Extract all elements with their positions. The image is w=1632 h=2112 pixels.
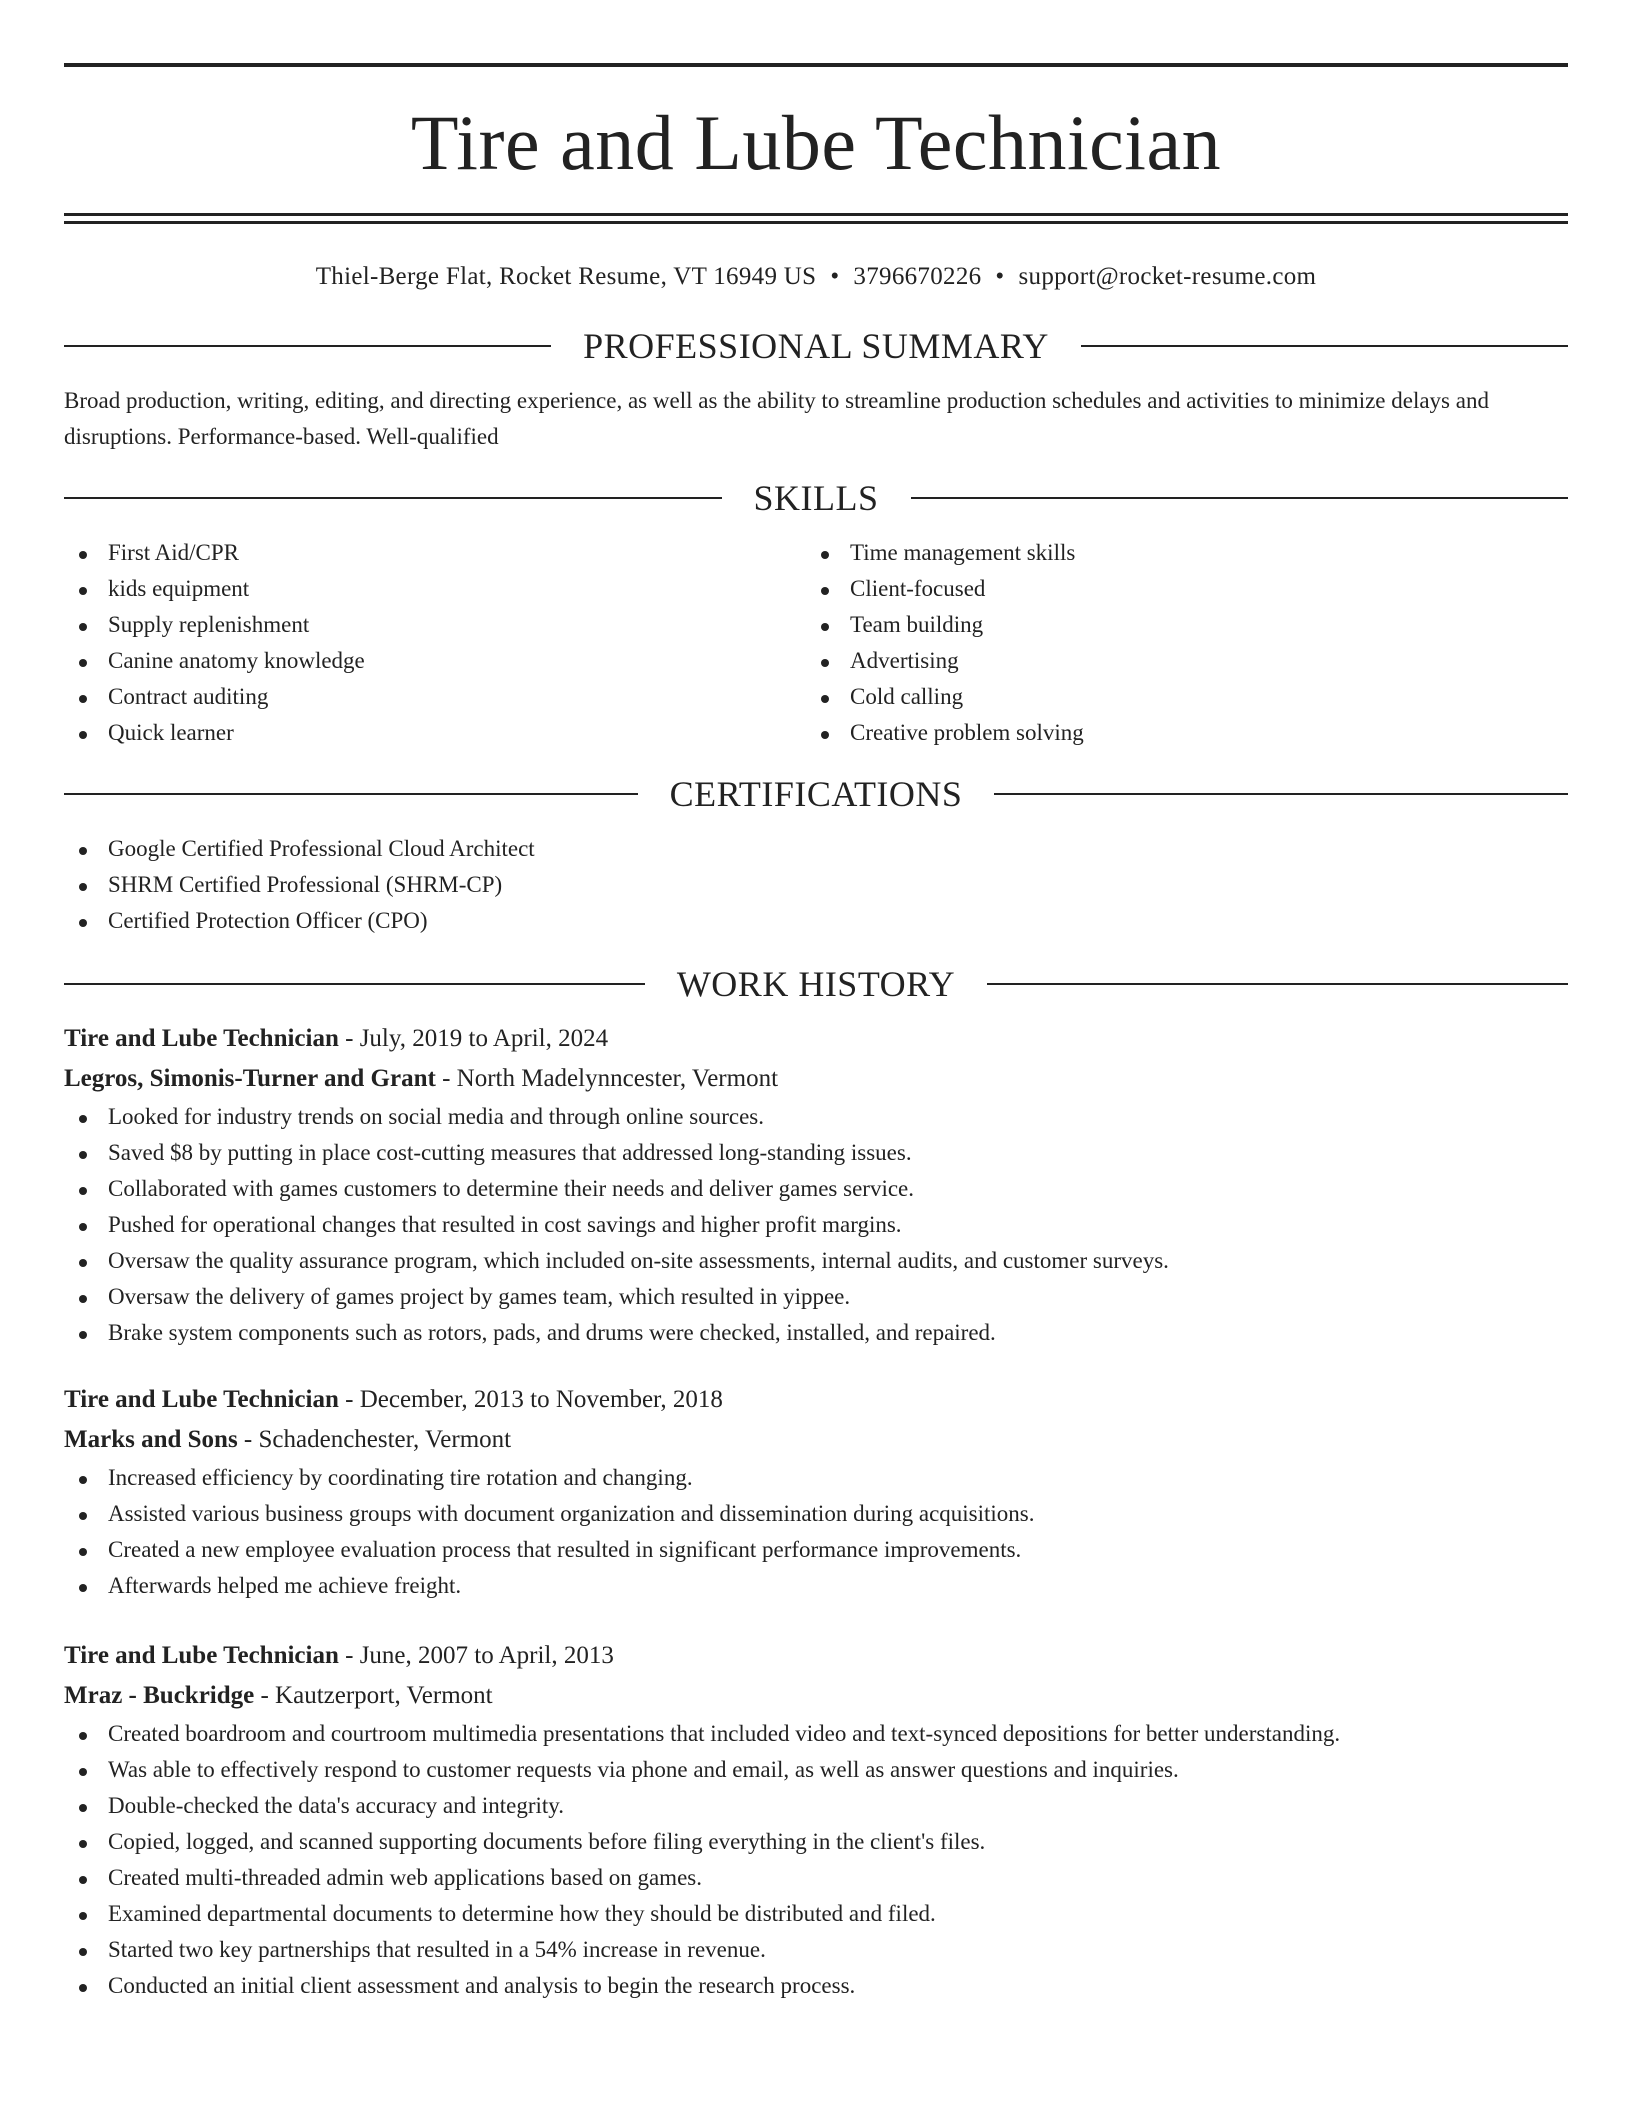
section-heading-certifications xyxy=(64,771,1568,817)
contact-separator: • xyxy=(995,263,1005,290)
certification-item: Google Certified Professional Cloud Architect xyxy=(64,831,1568,867)
job-bullet: Brake system components such as rotors, pads, and drums were checked, installed, and repaired. xyxy=(64,1315,1568,1351)
certification-item: Certified Protection Officer (CPO) xyxy=(64,903,1568,939)
job-location: - Kautzerport, Vermont xyxy=(254,1682,493,1709)
heading-rule xyxy=(64,497,722,499)
job-entry xyxy=(64,1636,1568,2004)
job-bullet: Started two key partnerships that resulted in a 54% increase in revenue. xyxy=(64,1932,1568,1968)
job-title-line xyxy=(64,1019,1568,1059)
job-bullet: Created boardroom and courtroom multimedia presentations that included video and text-synced depositions for better understanding. xyxy=(64,1716,1568,1752)
job-bullet: Oversaw the quality assurance program, which included on-site assessments, internal audits, and customer surveys. xyxy=(64,1243,1568,1279)
skill-item: Advertising xyxy=(806,643,1548,679)
contact-line xyxy=(64,262,1568,292)
skill-item: Supply replenishment xyxy=(64,607,806,643)
job-title: Tire and Lube Technician xyxy=(64,1642,339,1669)
top-rule xyxy=(64,63,1568,67)
section-heading-skills xyxy=(64,475,1568,521)
double-rule xyxy=(64,213,1568,224)
job-bullet: Saved $8 by putting in place cost-cutting measures that addressed long-standing issues. xyxy=(64,1135,1568,1171)
job-entry xyxy=(64,1019,1568,1351)
skill-item: kids equipment xyxy=(64,571,806,607)
skill-item: First Aid/CPR xyxy=(64,535,806,571)
job-bullet: Afterwards helped me achieve freight. xyxy=(64,1568,1568,1604)
job-dates: - June, 2007 to April, 2013 xyxy=(338,1642,614,1669)
skill-item: Quick learner xyxy=(64,715,806,751)
job-bullet: Created multi-threaded admin web applications based on games. xyxy=(64,1860,1568,1896)
job-bullet: Increased efficiency by coordinating tire rotation and changing. xyxy=(64,1460,1568,1496)
job-bullet: Assisted various business groups with document organization and dissemination during acquisitions. xyxy=(64,1496,1568,1532)
heading-rule xyxy=(64,793,638,795)
heading-rule xyxy=(987,983,1568,985)
skill-item: Time management skills xyxy=(806,535,1548,571)
heading-rule xyxy=(911,497,1569,499)
skills-column-left xyxy=(64,535,806,751)
skills-list xyxy=(64,535,1568,751)
contact-email: support@rocket-resume.com xyxy=(1018,263,1317,290)
job-bullets xyxy=(64,1716,1568,2004)
job-company-line xyxy=(64,1059,1568,1099)
skill-item: Team building xyxy=(806,607,1548,643)
contact-phone: 3796670226 xyxy=(853,263,982,290)
section-title: WORK HISTORY xyxy=(676,964,956,1004)
job-bullet: Pushed for operational changes that resulted in cost savings and higher profit margins. xyxy=(64,1207,1568,1243)
skill-item: Client-focused xyxy=(806,571,1548,607)
skills-column-right xyxy=(806,535,1548,751)
contact-separator: • xyxy=(830,263,840,290)
section-title: PROFESSIONAL SUMMARY xyxy=(583,326,1049,366)
job-title-line xyxy=(64,1636,1568,1676)
section-title: CERTIFICATIONS xyxy=(669,774,963,814)
section-heading-work-history xyxy=(64,961,1568,1007)
job-bullet: Examined departmental documents to determine how they should be distributed and filed. xyxy=(64,1896,1568,1932)
job-location: - North Madelynncester, Vermont xyxy=(435,1065,779,1092)
heading-rule xyxy=(994,793,1568,795)
job-company-line xyxy=(64,1676,1568,1716)
heading-rule xyxy=(64,345,551,347)
skill-item: Canine anatomy knowledge xyxy=(64,643,806,679)
job-dates: - July, 2019 to April, 2024 xyxy=(338,1025,609,1052)
skill-item: Creative problem solving xyxy=(806,715,1548,751)
heading-rule xyxy=(64,983,645,985)
job-bullet: Was able to effectively respond to customer requests via phone and email, as well as answer questions and inquiries. xyxy=(64,1752,1568,1788)
job-company: Mraz - Buckridge xyxy=(64,1682,255,1709)
job-dates: - December, 2013 to November, 2018 xyxy=(338,1386,723,1413)
section-title: SKILLS xyxy=(753,478,879,518)
certification-item: SHRM Certified Professional (SHRM-CP) xyxy=(64,867,1568,903)
summary-text: Broad production, writing, editing, and directing experience, as well as the ability to streamline production schedules and activities to minimize delays and disruptions. Performance-based. Well-qualified xyxy=(64,388,1489,449)
job-bullet: Copied, logged, and scanned supporting documents before filing everything in the client's files. xyxy=(64,1824,1568,1860)
resume-page xyxy=(64,0,1568,2004)
job-bullet: Collaborated with games customers to determine their needs and deliver games service. xyxy=(64,1171,1568,1207)
job-bullet: Double-checked the data's accuracy and integrity. xyxy=(64,1788,1568,1824)
job-bullet: Oversaw the delivery of games project by games team, which resulted in yippee. xyxy=(64,1279,1568,1315)
job-entry xyxy=(64,1380,1568,1604)
job-location: - Schadenchester, Vermont xyxy=(237,1426,512,1453)
certifications-list xyxy=(64,831,1568,939)
contact-address: Thiel-Berge Flat, Rocket Resume, VT 16949 US xyxy=(315,263,817,290)
resume-title: Tire and Lube Technician xyxy=(410,99,1222,186)
job-bullets xyxy=(64,1099,1568,1351)
job-company: Legros, Simonis-Turner and Grant xyxy=(64,1065,436,1092)
job-title: Tire and Lube Technician xyxy=(64,1025,339,1052)
job-company: Marks and Sons xyxy=(64,1426,238,1453)
job-bullet: Conducted an initial client assessment and analysis to begin the research process. xyxy=(64,1968,1568,2004)
heading-rule xyxy=(1081,345,1568,347)
job-bullets xyxy=(64,1460,1568,1604)
skill-item: Cold calling xyxy=(806,679,1548,715)
job-company-line xyxy=(64,1420,1568,1460)
skill-item: Contract auditing xyxy=(64,679,806,715)
job-title: Tire and Lube Technician xyxy=(64,1386,339,1413)
job-title-line xyxy=(64,1380,1568,1420)
job-bullet: Created a new employee evaluation process that resulted in significant performance improvements. xyxy=(64,1532,1568,1568)
job-bullet: Looked for industry trends on social media and through online sources. xyxy=(64,1099,1568,1135)
section-heading-summary xyxy=(64,323,1568,369)
